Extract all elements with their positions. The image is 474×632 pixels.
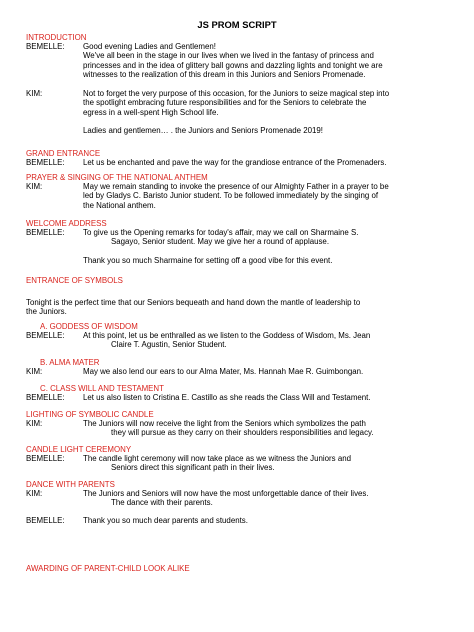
heading-prayer: PRAYER & SINGING OF THE NATIONAL ANTHEM — [26, 173, 208, 182]
heading-entrance-of-symbols: ENTRANCE OF SYMBOLS — [26, 276, 123, 285]
document-title: JS PROM SCRIPT — [197, 19, 277, 30]
candle-text: The Juniors will now receive the light from the Seniors which symbolizes the path they will pursue as they carry on their shoulders responsibilities and legacy. — [83, 419, 374, 438]
heading-awarding: AWARDING OF PARENT-CHILD LOOK ALIKE — [26, 564, 190, 573]
speaker-kim: KIM: — [26, 182, 43, 191]
grand-entrance-text: Let us be enchanted and pave the way for the grandiose entrance of the Promenaders. — [83, 158, 387, 167]
speaker-bemelle: BEMELLE: — [26, 516, 65, 525]
heading-welcome-address: WELCOME ADDRESS — [26, 219, 107, 228]
speaker-bemelle: BEMELLE: — [26, 42, 65, 51]
prayer-text: May we remain standing to invoke the presence of our Almighty Father in a prayer to be led by Gladys C. Baristo Junior student. To be followed immediately by the singing of the National anthem. — [83, 182, 389, 210]
class-will-text: Let us also listen to Cristina E. Castillo as she reads the Class Will and Testament. — [83, 393, 371, 402]
symbols-intro-text: Tonight is the perfect time that our Seniors bequeath and hand down the mantle of leadership to the Juniors. — [26, 298, 361, 317]
speaker-kim: KIM: — [26, 489, 43, 498]
speaker-bemelle: BEMELLE: — [26, 228, 65, 237]
ceremony-text: The candle light ceremony will now take place as we witness the Juniors and Seniors direct this significant path in their lives. — [83, 454, 351, 473]
subheading-goddess-of-wisdom: A. GODDESS OF WISDOM — [40, 322, 138, 331]
heading-dance-with-parents: DANCE WITH PARENTS — [26, 480, 115, 489]
speaker-bemelle: BEMELLE: — [26, 331, 65, 340]
subheading-alma-mater: B. ALMA MATER — [40, 358, 100, 367]
heading-introduction: INTRODUCTION — [26, 33, 87, 42]
heading-candle-ceremony: CANDLE LIGHT CEREMONY — [26, 445, 132, 454]
subheading-class-will: C. CLASS WILL AND TESTAMENT — [40, 384, 164, 393]
intro-kim-text: Not to forget the very purpose of this occasion, for the Juniors to seize magical step into the spotlight embracing future responsibilities and for the Seniors to celebrate the egress in a well-spent High School life. — [83, 89, 390, 117]
goddess-text: At this point, let us be enthralled as we listen to the Goddess of Wisdom, Ms. Jean Claire T. Agustin, Senior Student. — [83, 331, 371, 350]
speaker-kim: KIM: — [26, 419, 43, 428]
speaker-kim: KIM: — [26, 89, 43, 98]
speaker-bemelle: BEMELLE: — [26, 393, 65, 402]
dance-text: The Juniors and Seniors will now have the most unforgettable dance of their lives. The dance with their parents. — [83, 489, 369, 508]
speaker-kim: KIM: — [26, 367, 43, 376]
heading-grand-entrance: GRAND ENTRANCE — [26, 149, 101, 158]
alma-mater-text: May we also lend our ears to our Alma Mater, Ms. Hannah Mae R. Guimbongan. — [83, 367, 364, 376]
speaker-bemelle: BEMELLE: — [26, 158, 65, 167]
welcome-text: To give us the Opening remarks for today's affair, may we call on Sharmaine S. Sagayo, Senior student. May we give her a round of applause. — [83, 228, 359, 247]
welcome-thanks: Thank you so much Sharmaine for setting off a good vibe for this event. — [83, 256, 333, 265]
intro-kim-closing: Ladies and gentlemen… . the Juniors and Seniors Promenade 2019! — [83, 126, 323, 135]
heading-lighting-candle: LIGHTING OF SYMBOLIC CANDLE — [26, 410, 154, 419]
speaker-bemelle: BEMELLE: — [26, 454, 65, 463]
dance-thanks: Thank you so much dear parents and students. — [83, 516, 248, 525]
intro-bemelle-text: Good evening Ladies and Gentlemen! We've all been in the stage in our lives when we lived in the fantasy of princess and princesses and in the idea of glittery ball gowns and dazzling lights and tonight we are witnesses to the realization of this dream in this Juniors and Seniors Promenade. — [83, 42, 383, 79]
